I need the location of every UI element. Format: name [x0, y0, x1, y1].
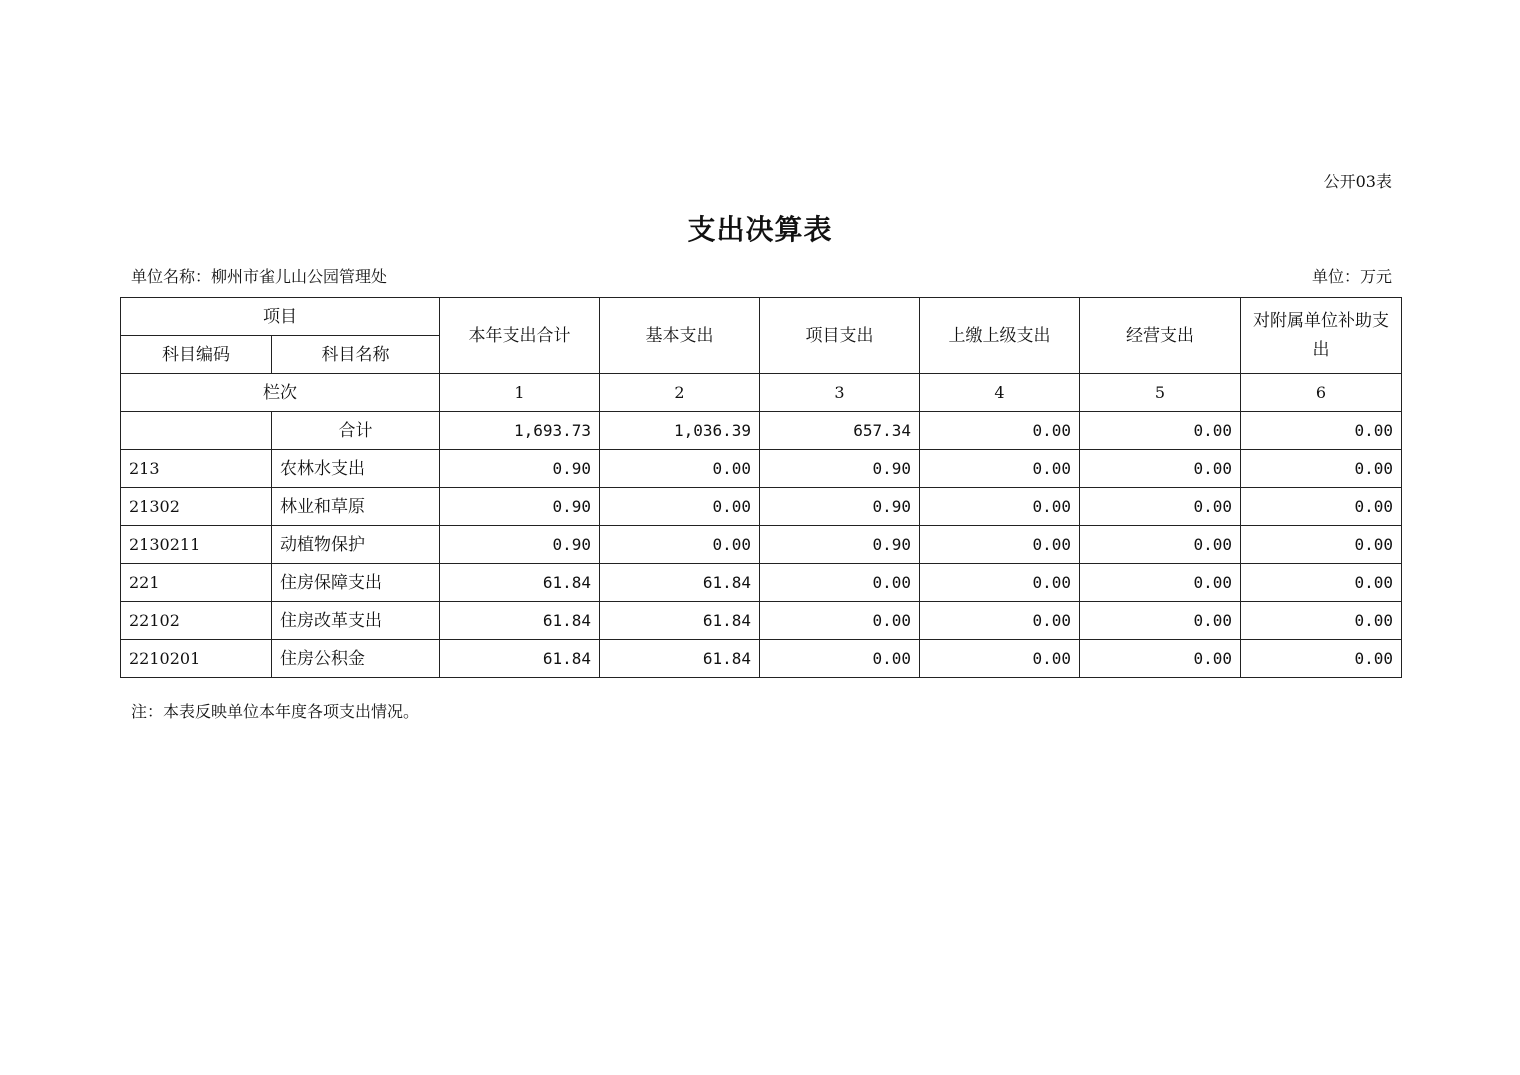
- value-cell: 0.90: [760, 488, 920, 526]
- table-row: [121, 640, 1402, 678]
- subject-code: 21302: [121, 488, 272, 526]
- value-cell: 0.90: [440, 526, 600, 564]
- value-cell: 0.00: [920, 602, 1080, 640]
- value-cell: 61.84: [440, 602, 600, 640]
- table-row: [121, 564, 1402, 602]
- value-cell: 0.00: [1241, 602, 1402, 640]
- index-row: [121, 374, 1402, 412]
- value-cell: 0.00: [1241, 564, 1402, 602]
- index-cell: 4: [920, 374, 1080, 412]
- index-cell: 3: [760, 374, 920, 412]
- subject-code: 221: [121, 564, 272, 602]
- value-cell: 0.00: [1080, 564, 1241, 602]
- value-cell: 0.00: [600, 450, 760, 488]
- value-cell: 0.00: [920, 488, 1080, 526]
- value-cell: 0.00: [1241, 640, 1402, 678]
- index-cell: 5: [1080, 374, 1241, 412]
- index-cell: 2: [600, 374, 760, 412]
- currency-unit: 单位：万元: [1311, 267, 1392, 286]
- subject-name: 农林水支出: [272, 450, 440, 488]
- value-cell: 0.00: [1080, 488, 1241, 526]
- index-cell: 1: [440, 374, 600, 412]
- header-col5: 经营支出: [1080, 298, 1241, 374]
- index-label: 栏次: [121, 374, 440, 412]
- value-cell: 0.00: [760, 602, 920, 640]
- header-item: 项目: [121, 298, 440, 336]
- subject-code: 22102: [121, 602, 272, 640]
- value-cell: 61.84: [440, 564, 600, 602]
- value-cell: 61.84: [600, 564, 760, 602]
- header-col2: 基本支出: [600, 298, 760, 374]
- value-cell: 0.00: [1241, 488, 1402, 526]
- table-row: [121, 526, 1402, 564]
- header-name: 科目名称: [272, 336, 440, 374]
- value-cell: 61.84: [600, 602, 760, 640]
- subject-name: 林业和草原: [272, 488, 440, 526]
- total-value: 0.00: [1241, 412, 1402, 450]
- value-cell: 0.00: [920, 450, 1080, 488]
- value-cell: 0.00: [1080, 526, 1241, 564]
- value-cell: 0.00: [760, 640, 920, 678]
- table-row: [121, 488, 1402, 526]
- value-cell: 61.84: [600, 640, 760, 678]
- value-cell: 0.00: [920, 640, 1080, 678]
- subject-name: 动植物保护: [272, 526, 440, 564]
- value-cell: 0.90: [440, 450, 600, 488]
- total-value: 1,036.39: [600, 412, 760, 450]
- value-cell: 0.90: [760, 450, 920, 488]
- header-col4: 上缴上级支出: [920, 298, 1080, 374]
- subject-name: 住房公积金: [272, 640, 440, 678]
- header-col6: 对附属单位补助支出: [1241, 298, 1402, 374]
- value-cell: 0.00: [1080, 602, 1241, 640]
- unit-name: 单位名称：柳州市雀儿山公园管理处: [131, 267, 388, 286]
- total-value: 0.00: [1080, 412, 1241, 450]
- value-cell: 0.00: [760, 564, 920, 602]
- value-cell: 0.00: [1080, 450, 1241, 488]
- header-col1: 本年支出合计: [440, 298, 600, 374]
- table-note: 注：本表反映单位本年度各项支出情况。: [131, 702, 420, 721]
- unit-line: [131, 266, 1392, 288]
- subject-code: 2130211: [121, 526, 272, 564]
- header-col3: 项目支出: [760, 298, 920, 374]
- total-code-cell: [121, 412, 272, 450]
- value-cell: 0.00: [1241, 450, 1402, 488]
- table-row: [121, 450, 1402, 488]
- value-cell: 0.00: [1080, 640, 1241, 678]
- expenditure-table: [120, 297, 1402, 678]
- value-cell: 0.00: [920, 526, 1080, 564]
- table-row: [121, 602, 1402, 640]
- value-cell: 0.00: [1241, 526, 1402, 564]
- index-cell: 6: [1241, 374, 1402, 412]
- total-value: 657.34: [760, 412, 920, 450]
- subject-code: 213: [121, 450, 272, 488]
- value-cell: 61.84: [440, 640, 600, 678]
- total-value: 0.00: [920, 412, 1080, 450]
- header-row-1: [121, 298, 1402, 336]
- subject-name: 住房保障支出: [272, 564, 440, 602]
- total-row: [121, 412, 1402, 450]
- value-cell: 0.90: [440, 488, 600, 526]
- total-label: 合计: [272, 412, 440, 450]
- value-cell: 0.00: [920, 564, 1080, 602]
- value-cell: 0.00: [600, 526, 760, 564]
- value-cell: 0.90: [760, 526, 920, 564]
- header-code: 科目编码: [121, 336, 272, 374]
- report-title: 支出决算表: [687, 213, 833, 246]
- subject-code: 2210201: [121, 640, 272, 678]
- value-cell: 0.00: [600, 488, 760, 526]
- total-value: 1,693.73: [440, 412, 600, 450]
- subject-name: 住房改革支出: [272, 602, 440, 640]
- form-code: 公开03表: [1323, 172, 1392, 191]
